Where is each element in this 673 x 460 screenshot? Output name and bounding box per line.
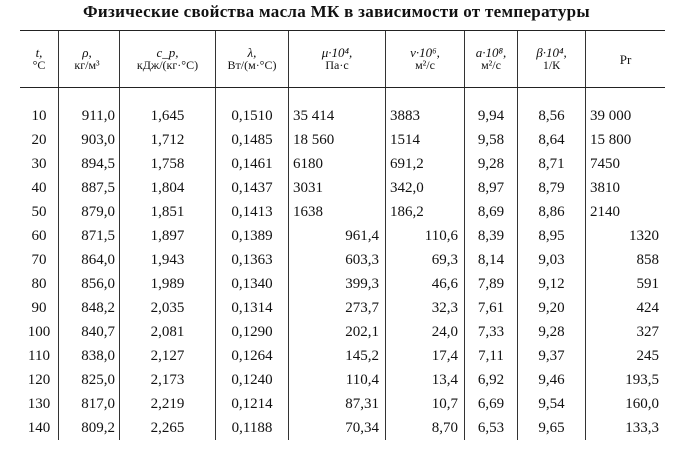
cell-nu: 13,4: [386, 368, 465, 392]
cell-mu: 961,4: [289, 224, 386, 248]
cell-a: 7,89: [465, 272, 518, 296]
cell-pr: 591: [586, 272, 666, 296]
cell-nu: 24,0: [386, 320, 465, 344]
cell-beta: 9,65: [518, 416, 586, 440]
cell-pr: 3810: [586, 176, 666, 200]
cell-lambda: 0,1214: [216, 392, 289, 416]
cell-pr: 245: [586, 344, 666, 368]
cell-beta: 9,12: [518, 272, 586, 296]
cell-lambda: 0,1413: [216, 200, 289, 224]
cell-a: 8,14: [465, 248, 518, 272]
cell-nu: 186,2: [386, 200, 465, 224]
cell-rho: 848,2: [59, 296, 120, 320]
cell-rho: 894,5: [59, 152, 120, 176]
cell-mu: 18 560: [289, 128, 386, 152]
cell-mu: 145,2: [289, 344, 386, 368]
cell-cp: 2,035: [120, 296, 216, 320]
cell-pr: 15 800: [586, 128, 666, 152]
cell-nu: 3883: [386, 88, 465, 129]
cell-beta: 9,20: [518, 296, 586, 320]
cell-lambda: 0,1240: [216, 368, 289, 392]
cell-pr: 327: [586, 320, 666, 344]
cell-t: 40: [31, 180, 47, 196]
cell-lambda: 0,1340: [216, 272, 289, 296]
cell-pr: 160,0: [586, 392, 666, 416]
cell-beta: 8,95: [518, 224, 586, 248]
cell-nu: 17,4: [386, 344, 465, 368]
table-row: [20, 88, 665, 129]
col-header-t: t, °С: [20, 31, 59, 88]
cell-mu: 1638: [289, 200, 386, 224]
cell-t: 20: [31, 132, 47, 148]
properties-table: [20, 30, 665, 440]
col-header-pr: Pr: [586, 31, 666, 88]
cell-cp: 1,943: [120, 248, 216, 272]
cell-t: 120: [27, 372, 51, 388]
cell-rho: 871,5: [59, 224, 120, 248]
table-row: [20, 416, 665, 440]
col-header-cp: c_p, кДж/(кг·°С): [120, 31, 216, 88]
cell-rho: 825,0: [59, 368, 120, 392]
table-row: [20, 392, 665, 416]
cell-t: 90: [31, 300, 47, 316]
cell-pr: 39 000: [586, 88, 666, 129]
cell-lambda: 0,1461: [216, 152, 289, 176]
cell-beta: 9,54: [518, 392, 586, 416]
col-header-a: a·10⁸, м²/с: [465, 31, 518, 88]
cell-t: 130: [27, 396, 51, 412]
cell-a: 6,53: [465, 416, 518, 440]
cell-rho: 864,0: [59, 248, 120, 272]
table-row: [20, 248, 665, 272]
cell-rho: 903,0: [59, 128, 120, 152]
table-row: [20, 200, 665, 224]
cell-mu: 110,4: [289, 368, 386, 392]
cell-cp: 2,173: [120, 368, 216, 392]
cell-lambda: 0,1290: [216, 320, 289, 344]
cell-a: 8,39: [465, 224, 518, 248]
cell-rho: 838,0: [59, 344, 120, 368]
cell-beta: 9,46: [518, 368, 586, 392]
cell-lambda: 0,1188: [216, 416, 289, 440]
cell-mu: 70,34: [289, 416, 386, 440]
cell-cp: 1,897: [120, 224, 216, 248]
cell-t: 80: [31, 276, 47, 292]
col-header-nu: ν·10⁶, м²/с: [386, 31, 465, 88]
cell-a: 7,11: [465, 344, 518, 368]
cell-mu: 3031: [289, 176, 386, 200]
cell-lambda: 0,1314: [216, 296, 289, 320]
cell-nu: 691,2: [386, 152, 465, 176]
cell-t: 100: [27, 324, 51, 340]
cell-cp: 1,758: [120, 152, 216, 176]
cell-t: 10: [31, 108, 47, 124]
cell-t: 30: [31, 156, 47, 172]
cell-mu: 603,3: [289, 248, 386, 272]
cell-beta: 8,79: [518, 176, 586, 200]
cell-beta: 8,56: [518, 88, 586, 129]
cell-nu: 32,3: [386, 296, 465, 320]
table-header-row: [20, 31, 665, 88]
cell-a: 9,58: [465, 128, 518, 152]
col-header-beta: β·10⁴, 1/К: [518, 31, 586, 88]
cell-cp: 1,804: [120, 176, 216, 200]
cell-a: 9,94: [465, 88, 518, 129]
cell-mu: 6180: [289, 152, 386, 176]
cell-t: 140: [27, 420, 51, 436]
table-title: Физические свойства масла МК в зависимости от температуры: [83, 2, 590, 21]
cell-beta: 9,37: [518, 344, 586, 368]
table-row: [20, 296, 665, 320]
cell-cp: 2,127: [120, 344, 216, 368]
cell-nu: 342,0: [386, 176, 465, 200]
cell-a: 6,92: [465, 368, 518, 392]
cell-cp: 2,081: [120, 320, 216, 344]
cell-pr: 424: [586, 296, 666, 320]
cell-pr: 1320: [586, 224, 666, 248]
cell-lambda: 0,1389: [216, 224, 289, 248]
cell-a: 9,28: [465, 152, 518, 176]
cell-mu: 87,31: [289, 392, 386, 416]
cell-nu: 69,3: [386, 248, 465, 272]
cell-lambda: 0,1485: [216, 128, 289, 152]
cell-lambda: 0,1510: [216, 88, 289, 129]
cell-a: 8,97: [465, 176, 518, 200]
table-row: [20, 224, 665, 248]
cell-rho: 911,0: [59, 88, 120, 129]
cell-nu: 110,6: [386, 224, 465, 248]
cell-rho: 879,0: [59, 200, 120, 224]
cell-beta: 8,64: [518, 128, 586, 152]
cell-lambda: 0,1437: [216, 176, 289, 200]
cell-beta: 9,28: [518, 320, 586, 344]
cell-mu: 35 414: [289, 88, 386, 129]
table-body: [20, 88, 665, 441]
cell-cp: 2,219: [120, 392, 216, 416]
cell-pr: 858: [586, 248, 666, 272]
cell-rho: 840,7: [59, 320, 120, 344]
cell-nu: 10,7: [386, 392, 465, 416]
cell-lambda: 0,1363: [216, 248, 289, 272]
cell-t: 50: [31, 204, 47, 220]
cell-beta: 8,86: [518, 200, 586, 224]
table-row: [20, 176, 665, 200]
cell-cp: 1,851: [120, 200, 216, 224]
cell-a: 7,61: [465, 296, 518, 320]
cell-t: 60: [31, 228, 47, 244]
cell-pr: 2140: [586, 200, 666, 224]
table-row: [20, 320, 665, 344]
cell-lambda: 0,1264: [216, 344, 289, 368]
col-header-mu: μ·10⁴, Па·с: [289, 31, 386, 88]
cell-rho: 817,0: [59, 392, 120, 416]
cell-mu: 202,1: [289, 320, 386, 344]
cell-cp: 1,645: [120, 88, 216, 129]
cell-t: 70: [31, 252, 47, 268]
col-header-lambda: λ, Вт/(м·°С): [216, 31, 289, 88]
table-row: [20, 128, 665, 152]
cell-mu: 273,7: [289, 296, 386, 320]
cell-cp: 2,265: [120, 416, 216, 440]
table-row: [20, 152, 665, 176]
cell-rho: 887,5: [59, 176, 120, 200]
cell-nu: 8,70: [386, 416, 465, 440]
table-row: [20, 368, 665, 392]
table-row: [20, 344, 665, 368]
cell-nu: 1514: [386, 128, 465, 152]
cell-beta: 9,03: [518, 248, 586, 272]
cell-rho: 809,2: [59, 416, 120, 440]
cell-rho: 856,0: [59, 272, 120, 296]
cell-pr: 193,5: [586, 368, 666, 392]
table-row: [20, 272, 665, 296]
cell-cp: 1,712: [120, 128, 216, 152]
cell-nu: 46,6: [386, 272, 465, 296]
cell-a: 6,69: [465, 392, 518, 416]
cell-cp: 1,989: [120, 272, 216, 296]
cell-mu: 399,3: [289, 272, 386, 296]
col-header-rho: ρ, кг/м³: [59, 31, 120, 88]
cell-a: 8,69: [465, 200, 518, 224]
cell-beta: 8,71: [518, 152, 586, 176]
cell-a: 7,33: [465, 320, 518, 344]
cell-pr: 7450: [586, 152, 666, 176]
cell-t: 110: [28, 348, 50, 364]
cell-pr: 133,3: [586, 416, 666, 440]
